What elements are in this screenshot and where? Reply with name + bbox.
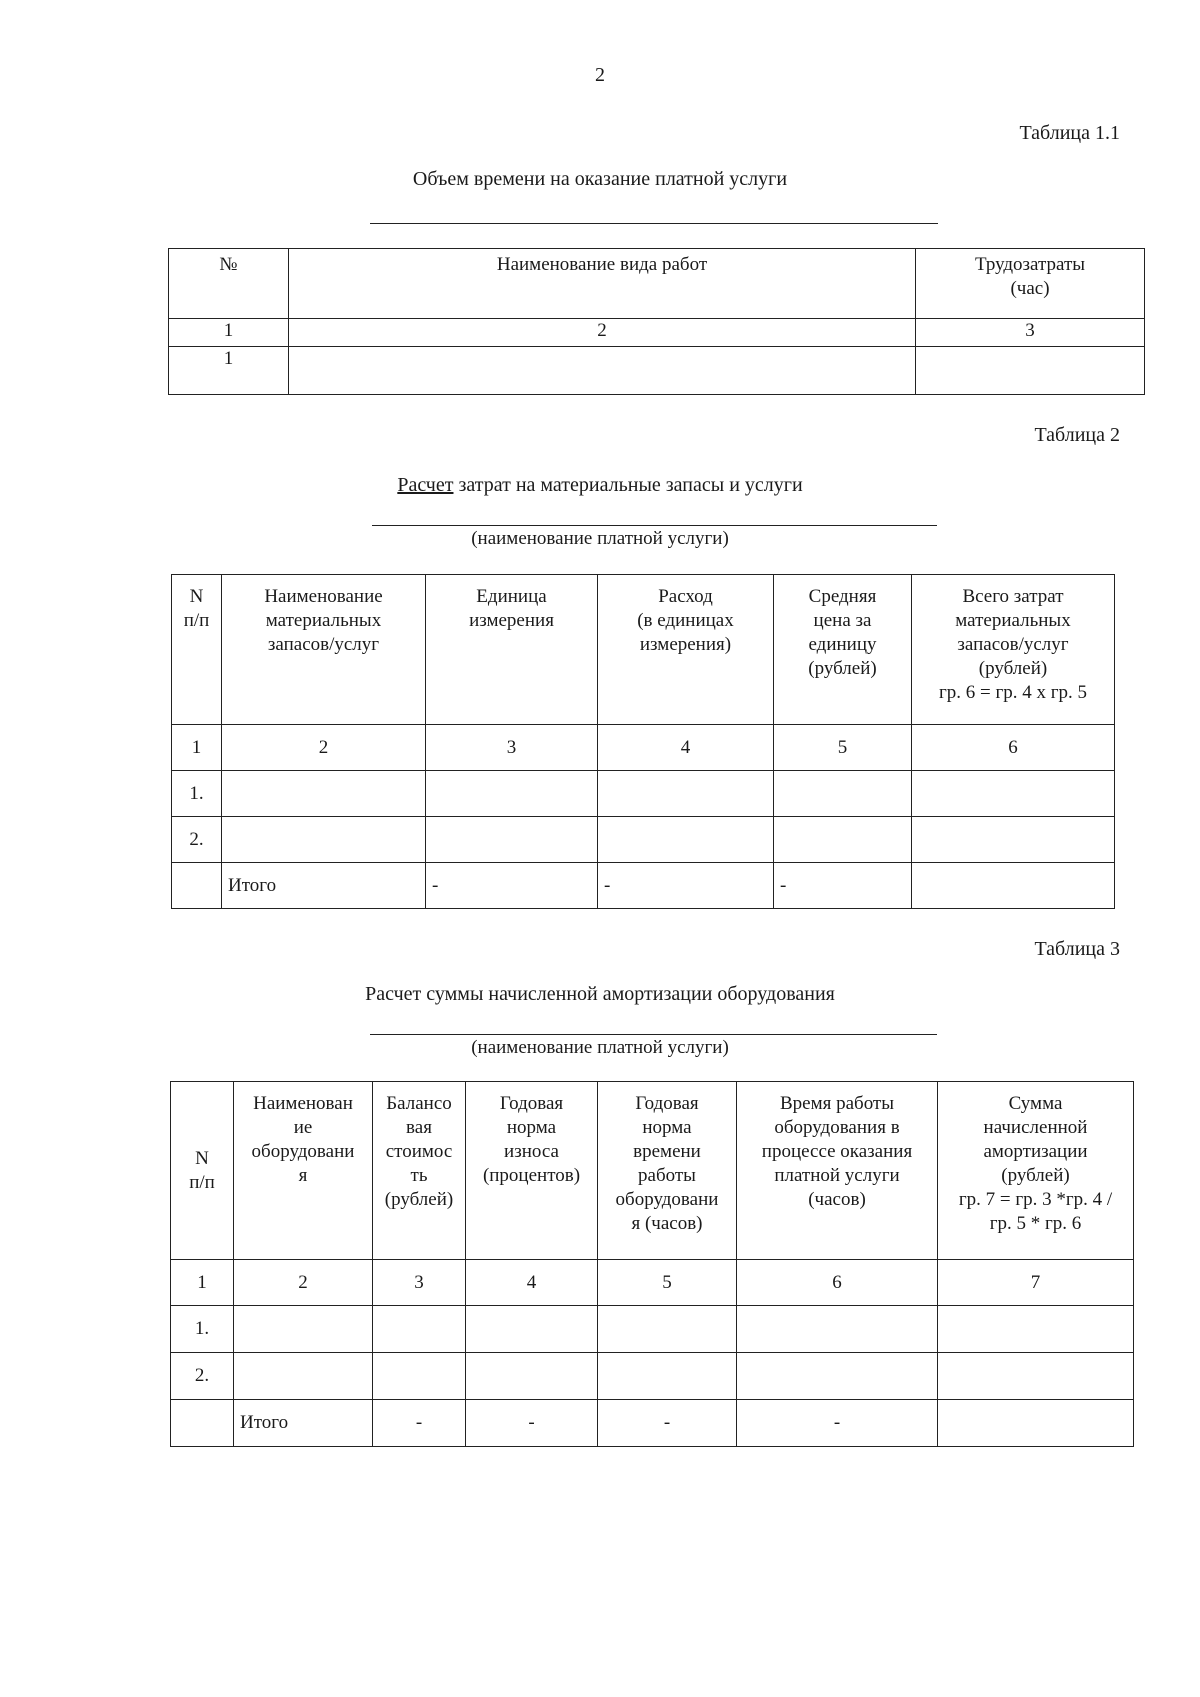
- table1-time-volume: [168, 248, 1145, 395]
- table3-depreciation: [170, 1081, 1134, 1447]
- table-cell: [912, 863, 1115, 909]
- table-cell: 1.: [172, 771, 222, 817]
- table-cell: [234, 1353, 373, 1400]
- table-cell: [938, 1353, 1134, 1400]
- table1-header-row: [169, 249, 1145, 319]
- table-cell: [774, 817, 912, 863]
- table-cell: [598, 1306, 737, 1353]
- header-depreciation-sum: Сумма начисленной амортизации (рублей) гр. 7 = гр. 3 *гр. 4 / гр. 5 * гр. 6: [938, 1082, 1134, 1260]
- col-number: 5: [774, 725, 912, 771]
- table-row: [169, 347, 1145, 395]
- table-cell: [912, 771, 1115, 817]
- header-unit: Единица измерения: [426, 575, 598, 725]
- table-row: [172, 771, 1115, 817]
- table1-title: Объем времени на оказание платной услуги: [412, 168, 788, 190]
- table3-column-numbers-row: [171, 1260, 1134, 1306]
- table1-column-numbers-row: [169, 319, 1145, 347]
- table2-column-numbers-row: [172, 725, 1115, 771]
- service-name-line-2: [372, 525, 937, 526]
- table3-title: Расчет суммы начисленной амортизации оборудования: [365, 983, 835, 1005]
- service-name-line-1: [370, 223, 938, 224]
- table-cell: -: [426, 863, 598, 909]
- col-number: 6: [912, 725, 1115, 771]
- table-cell: [222, 771, 426, 817]
- table3-total-row: [171, 1400, 1134, 1447]
- table-cell: [598, 771, 774, 817]
- table1-label: Таблица 1.1: [1019, 122, 1120, 144]
- total-label: Итого: [222, 863, 426, 909]
- table-cell: -: [466, 1400, 598, 1447]
- table-cell: [289, 347, 916, 395]
- header-row-number: N п/п: [171, 1082, 234, 1260]
- table-cell: -: [373, 1400, 466, 1447]
- col-number: 7: [938, 1260, 1134, 1306]
- table-cell: [737, 1306, 938, 1353]
- table2-header-row: [172, 575, 1115, 725]
- col-number: 3: [373, 1260, 466, 1306]
- table-cell: [373, 1353, 466, 1400]
- table-cell: 1: [169, 347, 289, 395]
- table-cell: [774, 771, 912, 817]
- table-cell: [737, 1353, 938, 1400]
- total-label: Итого: [234, 1400, 373, 1447]
- table-row: [171, 1353, 1134, 1400]
- table-cell: [598, 817, 774, 863]
- table-cell: -: [598, 1400, 737, 1447]
- table-cell: 2.: [172, 817, 222, 863]
- col-number: 1: [172, 725, 222, 771]
- table-cell: [426, 771, 598, 817]
- header-book-value: Балансо вая стоимос ть (рублей): [373, 1082, 466, 1260]
- service-name-line-3: [370, 1034, 937, 1035]
- table-cell: [938, 1306, 1134, 1353]
- col-number: 2: [289, 319, 916, 347]
- header-service-hours: Время работы оборудования в процессе оказания платной услуги (часов): [737, 1082, 938, 1260]
- table-cell: [598, 1353, 737, 1400]
- page-number: 2: [595, 64, 605, 86]
- table2-title: [0, 474, 1200, 497]
- table-cell: -: [598, 863, 774, 909]
- col-number: 4: [598, 725, 774, 771]
- header-consumption: Расход (в единицах измерения): [598, 575, 774, 725]
- table2-title-underlined: Расчет: [397, 474, 454, 496]
- header-total-costs: Всего затрат материальных запасов/услуг (рублей) гр. 6 = гр. 4 x гр. 5: [912, 575, 1115, 725]
- table3-header-row: [171, 1082, 1134, 1260]
- table-cell: -: [737, 1400, 938, 1447]
- table-cell: [234, 1306, 373, 1353]
- table2-title-rest: затрат на материальные запасы и услуги: [453, 474, 803, 496]
- header-row-number: N п/п: [172, 575, 222, 725]
- table2-material-costs: [171, 574, 1115, 909]
- table-cell: [426, 817, 598, 863]
- col-number: 1: [169, 319, 289, 347]
- header-number: №: [169, 249, 289, 319]
- col-number: 1: [171, 1260, 234, 1306]
- col-number: 3: [916, 319, 1145, 347]
- col-number: 6: [737, 1260, 938, 1306]
- table-cell: [222, 817, 426, 863]
- header-material-name: Наименование материальных запасов/услуг: [222, 575, 426, 725]
- table-cell: [171, 1400, 234, 1447]
- table3-label: Таблица 3: [1034, 938, 1120, 960]
- table2-total-row: [172, 863, 1115, 909]
- header-equipment-name: Наименован ие оборудовани я: [234, 1082, 373, 1260]
- table-cell: [938, 1400, 1134, 1447]
- table-cell: 2.: [171, 1353, 234, 1400]
- table2-label: Таблица 2: [1034, 424, 1120, 446]
- table-cell: [373, 1306, 466, 1353]
- header-labor-cost: Трудозатраты (час): [916, 249, 1145, 319]
- header-annual-hours: Годовая норма времени работы оборудовани я (часов): [598, 1082, 737, 1260]
- table-cell: [466, 1353, 598, 1400]
- col-number: 2: [222, 725, 426, 771]
- header-wear-rate: Годовая норма износа (процентов): [466, 1082, 598, 1260]
- header-average-price: Средняя цена за единицу (рублей): [774, 575, 912, 725]
- col-number: 3: [426, 725, 598, 771]
- col-number: 4: [466, 1260, 598, 1306]
- table-cell: [172, 863, 222, 909]
- col-number: 2: [234, 1260, 373, 1306]
- header-work-name: Наименование вида работ: [289, 249, 916, 319]
- table-row: [171, 1306, 1134, 1353]
- table-cell: [466, 1306, 598, 1353]
- table-cell: [912, 817, 1115, 863]
- table-cell: [916, 347, 1145, 395]
- table-cell: 1.: [171, 1306, 234, 1353]
- table-row: [172, 817, 1115, 863]
- table3-caption: (наименование платной услуги): [471, 1037, 729, 1058]
- table-cell: -: [774, 863, 912, 909]
- table2-caption: (наименование платной услуги): [471, 528, 729, 549]
- col-number: 5: [598, 1260, 737, 1306]
